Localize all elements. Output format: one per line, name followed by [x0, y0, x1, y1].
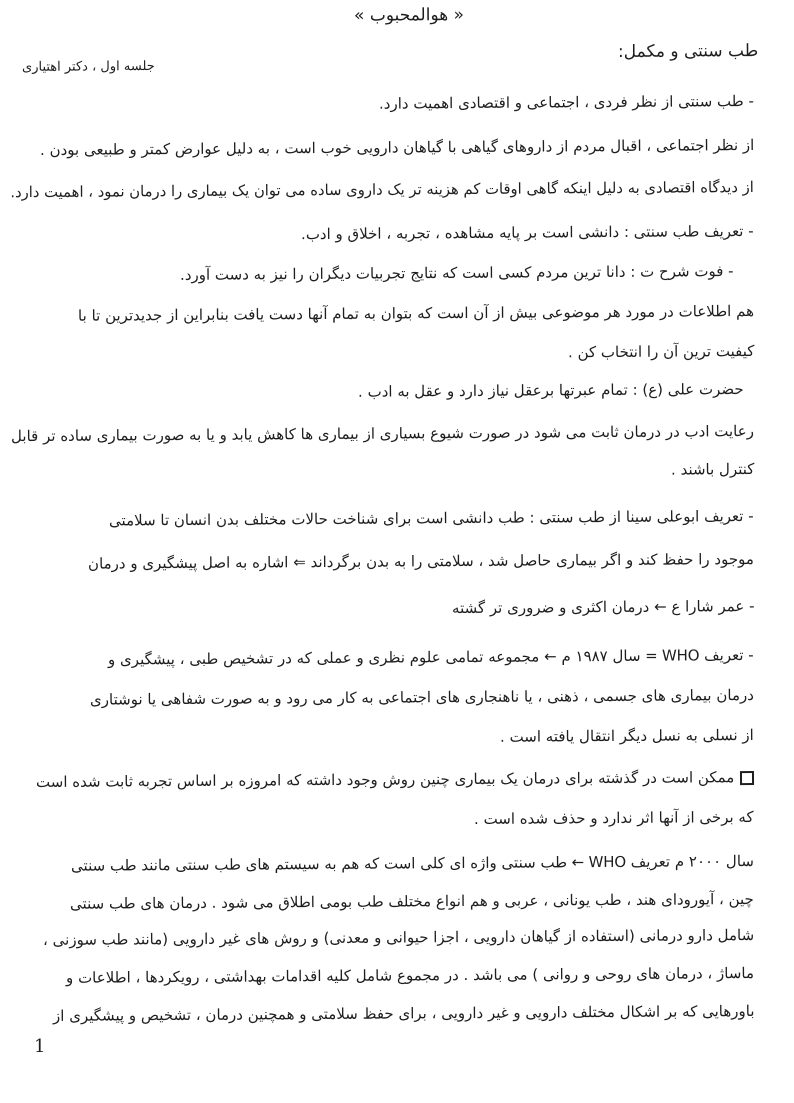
note-line: رعایت ادب در درمان ثابت می شود در صورت شیوع بسیاری از بیماری ها کاهش یابد و یا به صورت بیماری ساده تر قابل	[11, 422, 755, 446]
note-line: - طب سنتی از نظر فردی ، اجتماعی و اقتصادی اهمیت دارد.	[379, 92, 755, 113]
notes-title: طب سنتی و مکمل:	[617, 41, 759, 62]
page-number: 1	[34, 1036, 46, 1057]
note-line: ماساژ ، درمان های روحی و روانی ) می باشد . در مجموع شامل کلیه اقدامات بهداشتی ، رویکردها ، اطلاعات و	[65, 964, 755, 987]
note-line: کیفیت ترین آن را انتخاب کن .	[567, 342, 755, 362]
note-line: - فوت شرح ت : دانا ترین مردم کسی است که نتایج تجربیات دیگران را نیز به دست آورد.	[180, 262, 735, 284]
note-line: - تعریف ابوعلی سینا از طب سنتی : طب دانشی است برای شناخت حالات مختلف بدن انسان تا سلامتی	[109, 507, 755, 530]
note-line: که برخی از آنها اثر ندارد و حذف شده است .	[474, 808, 755, 828]
session-label: جلسه اول ، دکتر اهتیاری	[21, 59, 155, 75]
note-line: باورهایی که بر اشکال مختلف دارویی و غیر دارویی ، برای حفظ سلامتی و همچنین درمان ، تشخیص و پیشگیری از	[52, 1002, 755, 1025]
note-line: حضرت علی (ع) : تمام عبرتها برعقل نیاز دارد و عقل به ادب .	[358, 380, 745, 401]
note-line: کنترل باشند .	[670, 460, 755, 479]
square-bullet-icon	[740, 771, 754, 785]
note-line: چین ، آیورودای هند ، طب یونانی ، عربی و هم انواع مختلف طب بومی اطلاق می شود . درمان های طب سنتی	[70, 890, 755, 913]
page-heading: « هوالمحبوب »	[353, 5, 465, 26]
note-line: شامل دارو درمانی (استفاده از گیاهان دارویی ، اجزا حیوانی و معدنی) و روش های غیر دارویی (مانند طب سوزنی ،	[42, 926, 755, 949]
note-line-text: ممکن است در گذشته برای درمان یک بیماری چنین روش وجود داشته که امروزه بر اساس تجربه ثابت شده است	[35, 768, 735, 792]
note-line: هم اطلاعات در مورد هر موضوعی بیش از آن است که بتوان به تمام آنها دست یافت بنابراین از جدیدترین تا با	[78, 302, 755, 325]
note-line: - تعریف طب سنتی : دانشی است بر پایه مشاهده ، تجربه ، اخلاق و ادب.	[301, 222, 755, 244]
note-line: درمان بیماری های جسمی ، ذهنی ، یا ناهنجاری های اجتماعی به کار می رود و به صورت شفاهی یا نوشتاری	[90, 686, 755, 709]
note-line: از نسلی به نسل دیگر انتقال یافته است .	[500, 726, 755, 746]
note-line: - عمر شارا ع ← درمان اکثری و ضروری تر گشته	[451, 597, 755, 618]
note-line: از نظر اجتماعی ، اقبال مردم از داروهای گیاهی با گیاهان دارویی خوب است ، به دلیل عوارض کمتر و طبیعی بودن .	[39, 136, 755, 159]
note-line: - تعریف WHO = سال ۱۹۸۷ م ← مجموعه تمامی علوم نظری و عملی که در تشخیص طبی ، پیشگیری و	[108, 646, 755, 669]
note-line: موجود را حفظ کند و اگر بیماری حاصل شد ، سلامتی را به بدن برگرداند ⇐ اشاره به اصل پیشگیری و درمان	[88, 550, 755, 573]
note-line: سال ۲۰۰۰ م تعریف WHO ← طب سنتی واژه ای کلی است که هم به سیستم های طب سنتی مانند طب سنتی	[71, 852, 755, 875]
note-line: از دیدگاه اقتصادی به دلیل اینکه گاهی اوقات کم هزینه تر یک داروی ساده می توان یک بیماری را درمان نمود ، اهمیت دارد.	[10, 178, 755, 202]
note-line	[36, 766, 754, 793]
